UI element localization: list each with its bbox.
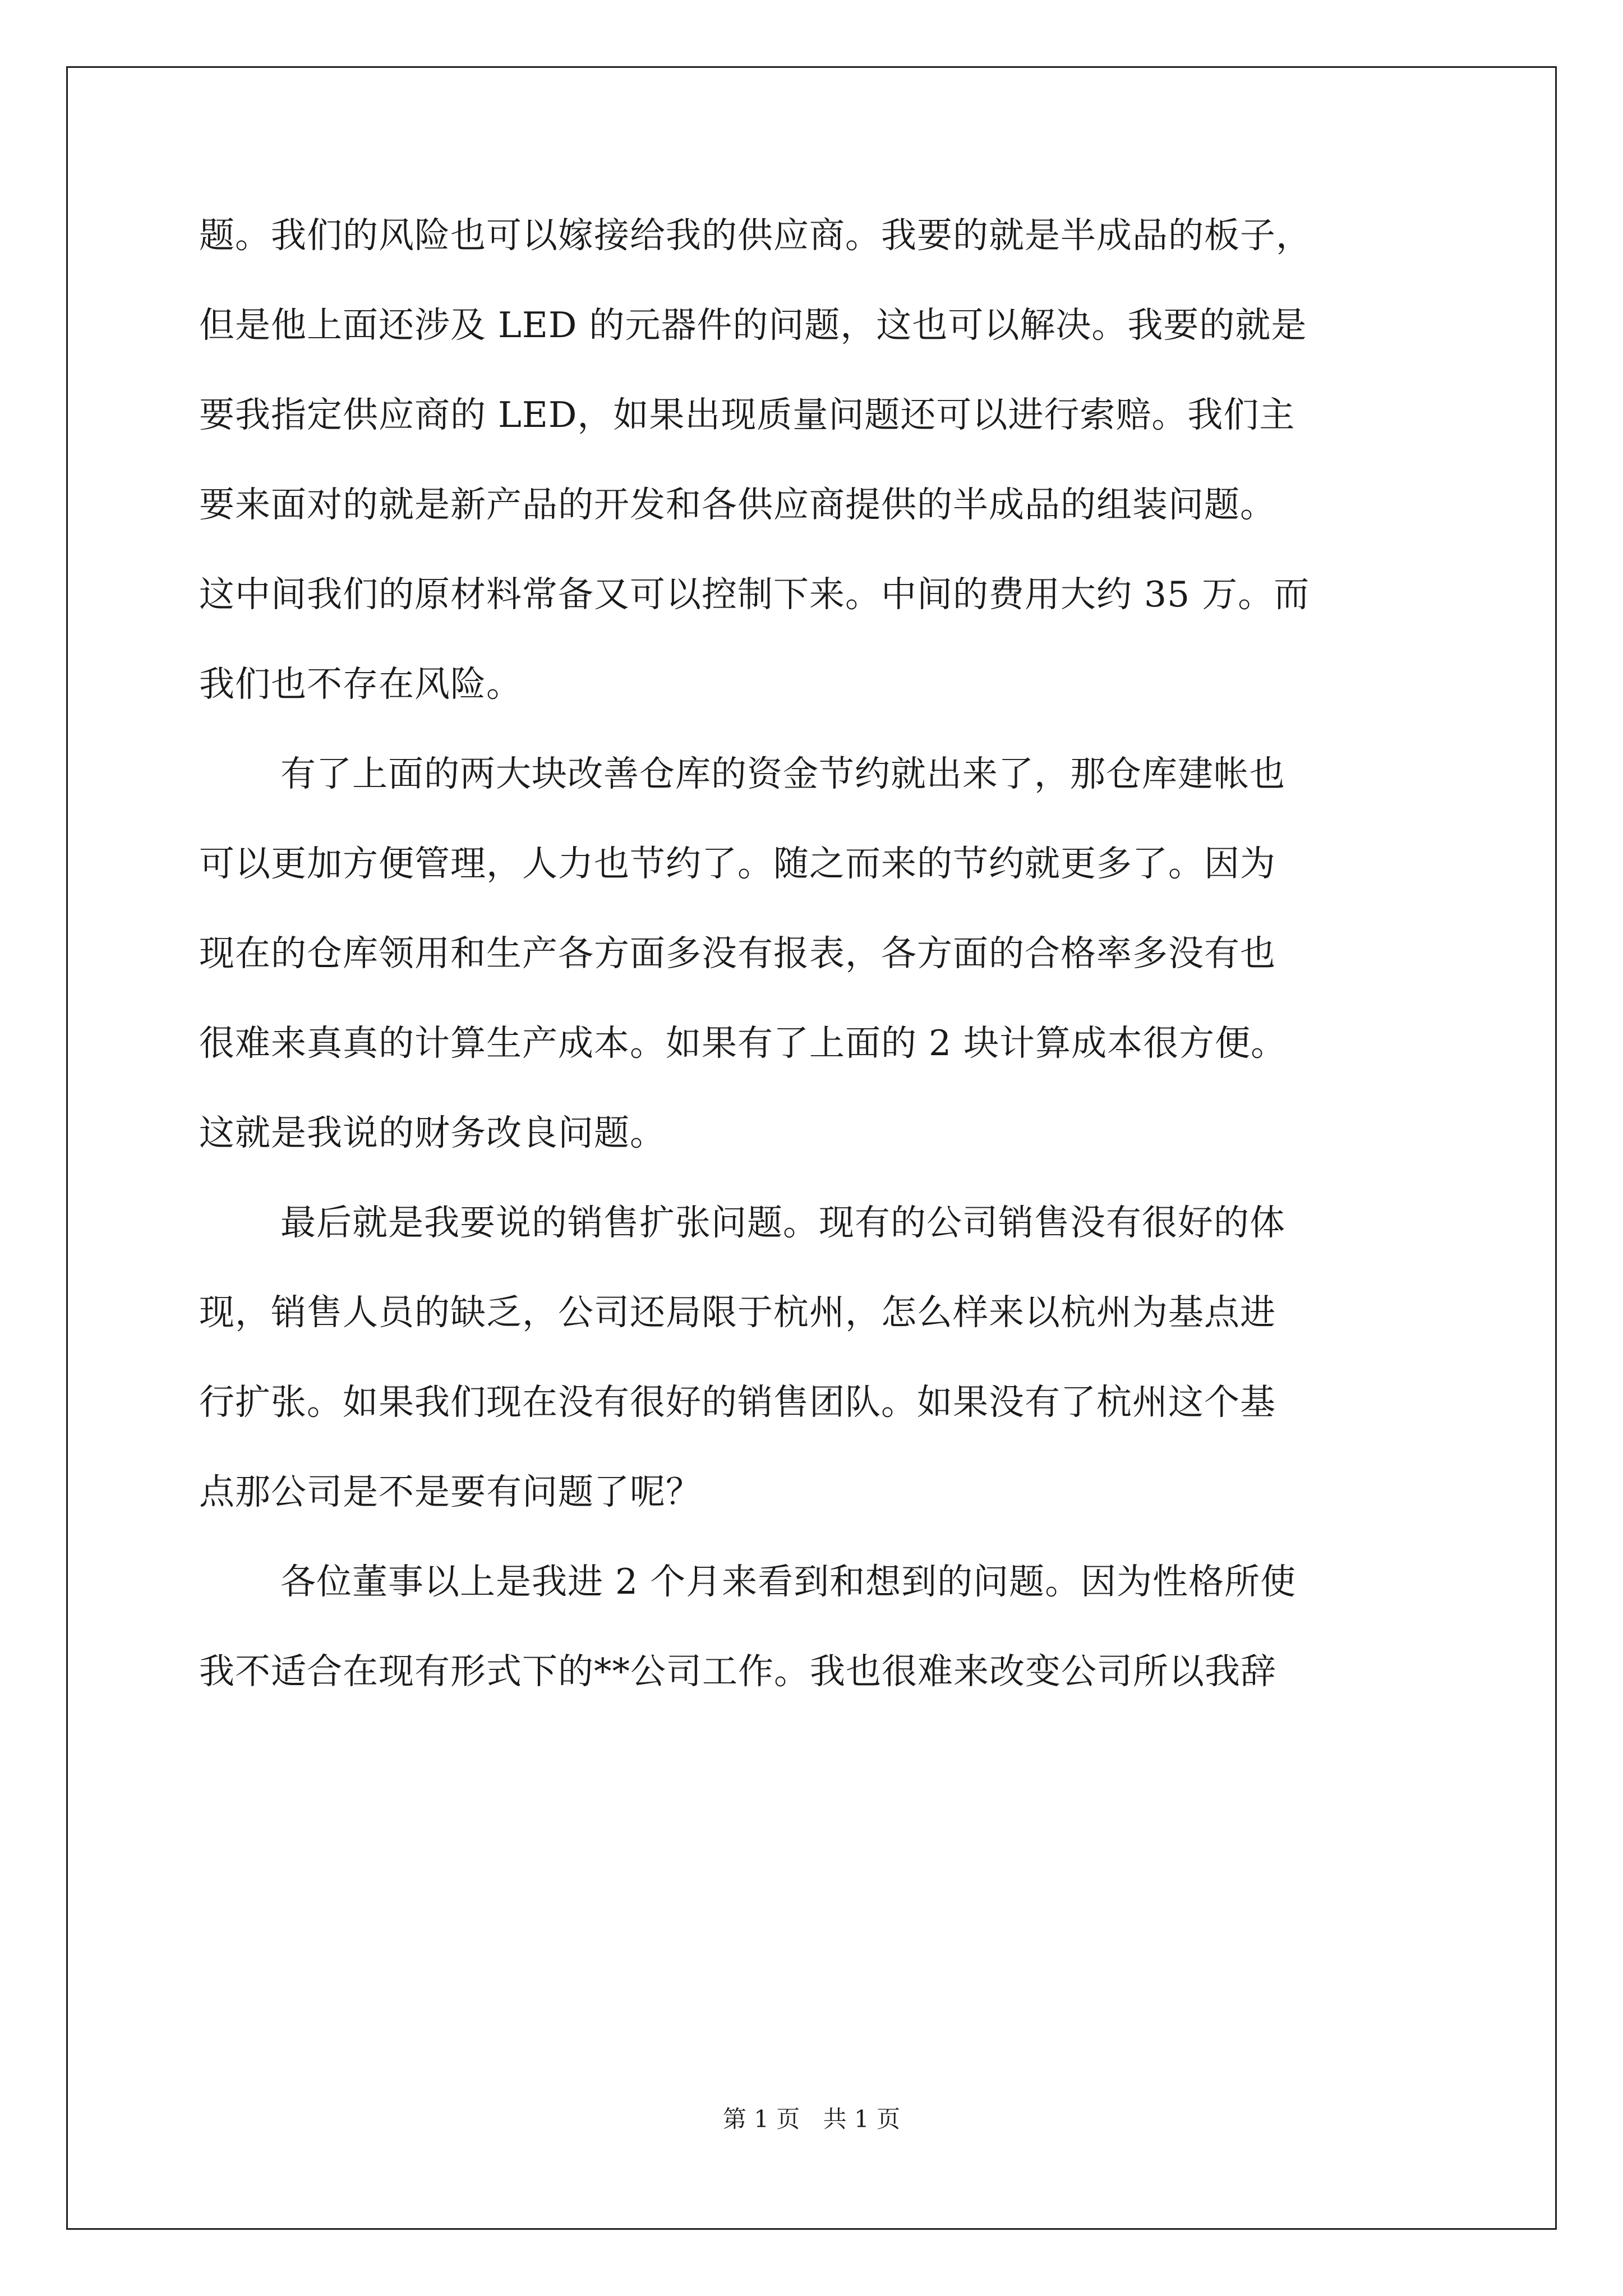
text-line: 我不适合在现有形式下的**公司工作。我也很难来改变公司所以我辞 [199, 1651, 1276, 1692]
text-line: 现，销售人员的缺乏，公司还局限于杭州，怎么样来以杭州为基点进 [199, 1292, 1276, 1333]
text-line: 行扩张。如果我们现在没有很好的销售团队。如果没有了杭州这个基 [199, 1382, 1276, 1423]
text-line: 点那公司是不是要有问题了呢？ [199, 1471, 702, 1512]
text-line: 可以更加方便管理，人力也节约了。随之而来的节约就更多了。因为 [199, 843, 1276, 884]
text-line: 很难来真真的计算生产成本。如果有了上面的 2 块计算成本很方便。 [199, 1023, 1287, 1064]
paragraph-start-line: 有了上面的两大块改善仓库的资金节约就出来了，那仓库建帐也 [280, 753, 1285, 794]
text-line: 题。我们的风险也可以嫁接给我的供应商。我要的就是半成品的板子， [199, 215, 1312, 256]
document-body [199, 191, 1433, 1717]
paragraph-start-line: 最后就是我要说的销售扩张问题。现有的公司销售没有很好的体 [280, 1202, 1285, 1243]
page-footer [0, 2101, 1623, 2134]
paragraph-start-line: 各位董事以上是我进 2 个月来看到和想到的问题。因为性格所使 [280, 1561, 1297, 1602]
text-line: 要我指定供应商的 LED，如果出现质量问题还可以进行索赔。我们主 [199, 394, 1295, 435]
text-line: 现在的仓库领用和生产各方面多没有报表，各方面的合格率多没有也 [199, 933, 1276, 974]
text-line: 这中间我们的原材料常备又可以控制下来。中间的费用大约 35 万。而 [199, 574, 1310, 615]
page-number: 第 1 页 [722, 2105, 800, 2133]
text-line: 要来面对的就是新产品的开发和各供应商提供的半成品的组装问题。 [199, 484, 1276, 525]
page-total: 共 1 页 [823, 2105, 901, 2133]
text-line: 但是他上面还涉及 LED 的元器件的问题，这也可以解决。我要的就是 [199, 305, 1307, 346]
text-line: 我们也不存在风险。 [199, 664, 522, 705]
text-line: 这就是我说的财务改良问题。 [199, 1112, 666, 1153]
